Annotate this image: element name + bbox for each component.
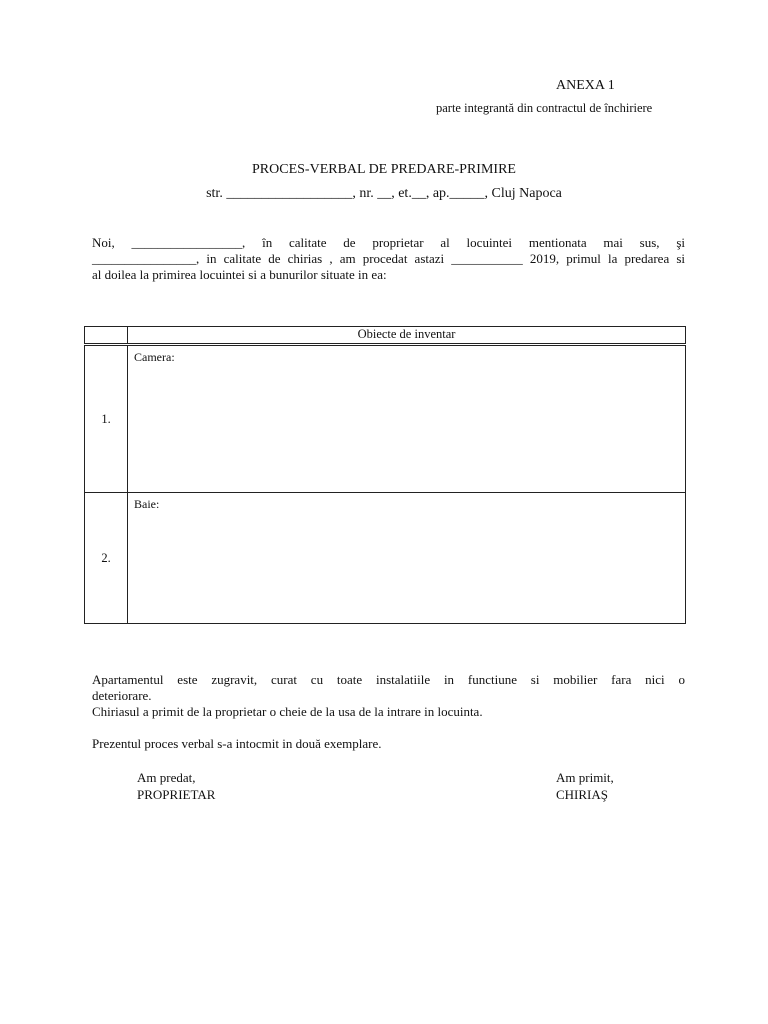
outro-paragraph xyxy=(92,672,685,752)
table-header-row xyxy=(85,327,686,345)
signature-tenant-action: Am primit, xyxy=(556,770,614,785)
annex-title: ANEXA 1 xyxy=(556,78,615,93)
outro-line-2: deteriorare. xyxy=(92,688,152,703)
outro-line-1: Apartamentul este zugravit, curat cu toate instalatiile in functiune si mobilier fara nici o xyxy=(92,672,685,687)
address-line: str. __________________, nr. __, et.__, ap._____, Cluj Napoca xyxy=(206,186,562,201)
outro-line-3: Chiriasul a primit de la proprietar o cheie de la usa de la intrare in locuinta. xyxy=(92,704,483,719)
table-row xyxy=(85,345,686,493)
intro-line-1: Noi, _________________, în calitate de proprietar al locuintei mentionata mai sus, şi xyxy=(92,235,685,250)
signature-landlord xyxy=(137,769,215,803)
row-label: Camera: xyxy=(134,350,175,364)
intro-line-3: al doilea la primirea locuintei si a bunurilor situate in ea: xyxy=(92,267,387,282)
annex-subtitle: parte integrantă din contractul de închiriere xyxy=(436,101,653,115)
intro-line-2: ________________, in calitate de chirias , am procedat astazi ___________ 2019, primul la predarea si xyxy=(92,251,685,266)
row-label: Baie: xyxy=(134,497,160,511)
row-content xyxy=(128,345,686,493)
signature-tenant-role: CHIRIAŞ xyxy=(556,787,609,802)
table-header-number-cell xyxy=(85,327,128,345)
row-number: 2. xyxy=(85,493,128,624)
intro-paragraph xyxy=(92,235,685,283)
spacer xyxy=(92,720,685,736)
signature-landlord-role: PROPRIETAR xyxy=(137,787,216,802)
table-row xyxy=(85,493,686,624)
inventory-table xyxy=(84,326,686,624)
signature-tenant xyxy=(556,769,614,803)
row-number: 1. xyxy=(85,345,128,493)
signature-landlord-action: Am predat, xyxy=(137,770,196,785)
table-header-label: Obiecte de inventar xyxy=(128,327,686,345)
document-title: PROCES-VERBAL DE PREDARE-PRIMIRE xyxy=(252,162,516,177)
row-content xyxy=(128,493,686,624)
outro-line-4: Prezentul proces verbal s-a intocmit in două exemplare. xyxy=(92,736,382,751)
